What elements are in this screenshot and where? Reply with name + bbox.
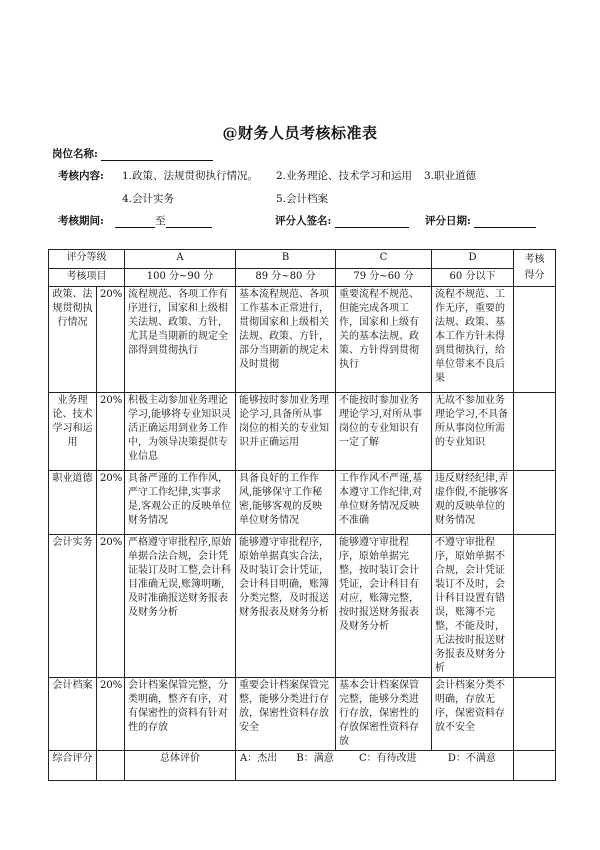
items-header: 考核项目: [49, 268, 125, 287]
criteria-a: 具备严谨的工作作风，严守工作纪律,实事求是,客观公正的反映单位财务情况: [125, 471, 236, 535]
range-a: 100 分~90 分: [125, 268, 236, 287]
grade-c: C: [336, 250, 432, 269]
range-b: 89 分~80 分: [236, 268, 336, 287]
content-item: 1.政策、法规贯彻执行情况。: [122, 170, 259, 182]
grade-b: B: [236, 250, 336, 269]
table-row: [49, 471, 556, 535]
criteria-b: 能够按时参加业务理论学习,具备所从事岗位的相关的专业知识并正确运用: [236, 393, 336, 471]
content-label: 考核内容:: [58, 170, 104, 182]
criteria-a: 严格遵守审批程序,原始单据合法合规，会计凭证装订及时工整,会计科目准确无误,账簿明晰,及时准确报送财务报表及财务分析: [125, 535, 236, 678]
criteria-c: 重要流程不规范、但能完成各项工作，国家和上级有关的基本法规、政策、方针得到贯彻执行: [336, 287, 432, 393]
summary-weight: [97, 751, 125, 781]
rating-a[interactable]: A：杰出: [240, 753, 278, 764]
score-cell[interactable]: [514, 751, 556, 781]
criteria-d: 违反财经纪律,弄虚作假,不能够客观的反映单位的财务情况: [432, 471, 514, 535]
criteria-c: 工作作风不严谨,基本遵守工作纪律,对单位财务情况反映不准确: [336, 471, 432, 535]
criteria-c: 不能按时参加业务理论学习,对所从事岗位的专业知识有一定了解: [336, 393, 432, 471]
criteria-b: 能够遵守审批程序，原始单据真实合法，及时装订会计凭证，会计科目明确，账簿分类完整，及时报送财务报表及财务分析: [236, 535, 336, 678]
score-header: 考核得分: [514, 250, 556, 287]
weight: 20%: [97, 535, 125, 678]
header-row-ranges: [49, 268, 556, 287]
period-line: [58, 213, 212, 228]
item-label: 会计档案: [49, 678, 97, 751]
item-label: 职业道德: [49, 471, 97, 535]
period-end-input[interactable]: [166, 216, 212, 228]
overall-label: 总体评价: [125, 751, 236, 781]
weight: 20%: [97, 678, 125, 751]
weight: 20%: [97, 287, 125, 393]
table-row: [49, 678, 556, 751]
summary-label: 综合评分: [49, 751, 97, 781]
assessment-table: [48, 249, 556, 781]
weight: 20%: [97, 471, 125, 535]
criteria-a: 流程规范、各项工作有序进行，国家和上级相关法规、政策、方针，尤其是当期新的规定全部得到贯彻执行: [125, 287, 236, 393]
score-cell[interactable]: [514, 678, 556, 751]
period-to: 至: [155, 215, 166, 227]
rating-b[interactable]: B：满意: [296, 753, 334, 764]
criteria-c: 基本会计档案保管完整，能够分类进行存放，保密性的存放保密性资料存放: [336, 678, 432, 751]
table-row: [49, 287, 556, 393]
summary-row: [49, 751, 556, 781]
content-item: 3.职业道德: [424, 170, 477, 182]
grade-a: A: [125, 250, 236, 269]
content-item: 5.会计档案: [276, 193, 329, 205]
criteria-d: 会计档案分类不明确，存放无序，保密资料存放不安全: [432, 678, 514, 751]
range-d: 60 分以下: [432, 268, 514, 287]
rater-input[interactable]: [335, 216, 409, 228]
criteria-b: 基本流程规范、各项工作基本正常进行，贯彻国家和上级相关法规、政策、方针，部分当期新的规定未及时贯彻: [236, 287, 336, 393]
criteria-a: 会计档案保管完整，分类明确，整齐有序，对有保密性的资料有针对性的存放: [125, 678, 236, 751]
summary-ratings: [236, 751, 514, 781]
range-c: 79 分~60 分: [336, 268, 432, 287]
criteria-b: 重要会计档案保管完整，能够分类进行存放，保密性资料存放安全: [236, 678, 336, 751]
header-row-grades: [49, 250, 556, 269]
criteria-d: 不遵守审批程序，原始单据不合规，会计凭证装订不及时，会计科目设置有错误，账簿不完整，不能及时，无法按时报送财务报表及财务分析: [432, 535, 514, 678]
criteria-c: 能够遵守审批程序，原始单据完整，按时装订会计凭证，会计科目有对应，账簿完整，按时报送财务报表及财务分析: [336, 535, 432, 678]
period-label: 考核期间:: [58, 215, 104, 227]
grade-d: D: [432, 250, 514, 269]
position-line: [52, 146, 213, 161]
date-label: 评分日期:: [425, 215, 471, 227]
period-start-input[interactable]: [115, 216, 155, 228]
position-label: 岗位名称:: [52, 148, 98, 160]
position-input[interactable]: [101, 149, 213, 161]
item-label: 政策、法规贯彻执行情况: [49, 287, 97, 393]
table-row: [49, 393, 556, 471]
score-cell[interactable]: [514, 393, 556, 471]
content-item: 4.会计实务: [122, 193, 175, 205]
criteria-b: 具备良好的工作作风,能够保守工作秘密,能够客观的反映单位财务情况: [236, 471, 336, 535]
criteria-d: 无故不参加业务理论学习,不具备所从事岗位所需的专业知识: [432, 393, 514, 471]
rater-label: 评分人签名:: [275, 215, 332, 227]
rating-c[interactable]: C：有待改进: [358, 753, 417, 764]
page-title: @财务人员考核标准表: [222, 124, 378, 142]
grade-header: 评分等级: [49, 250, 125, 269]
date-input[interactable]: [474, 216, 536, 228]
date-line: [425, 213, 536, 228]
score-cell[interactable]: [514, 287, 556, 393]
table-row: [49, 535, 556, 678]
criteria-a: 积极主动参加业务理论学习,能够将专业知识灵活正确运用到业务工作中，为领导决策提供专业信息: [125, 393, 236, 471]
item-label: 会计实务: [49, 535, 97, 678]
content-line-1: [58, 168, 104, 183]
content-item: 2.业务理论、技术学习和运用: [276, 170, 413, 182]
score-cell[interactable]: [514, 471, 556, 535]
score-cell[interactable]: [514, 535, 556, 678]
item-label: 业务理论、技术学习和运用: [49, 393, 97, 471]
rater-line: [275, 213, 409, 228]
criteria-d: 流程不规范、工作无序，重要的法规、政策、基本工作方针未得到贯彻执行，给单位带来不良后果: [432, 287, 514, 393]
rating-d[interactable]: D：不满意: [447, 753, 496, 764]
weight: 20%: [97, 393, 125, 471]
